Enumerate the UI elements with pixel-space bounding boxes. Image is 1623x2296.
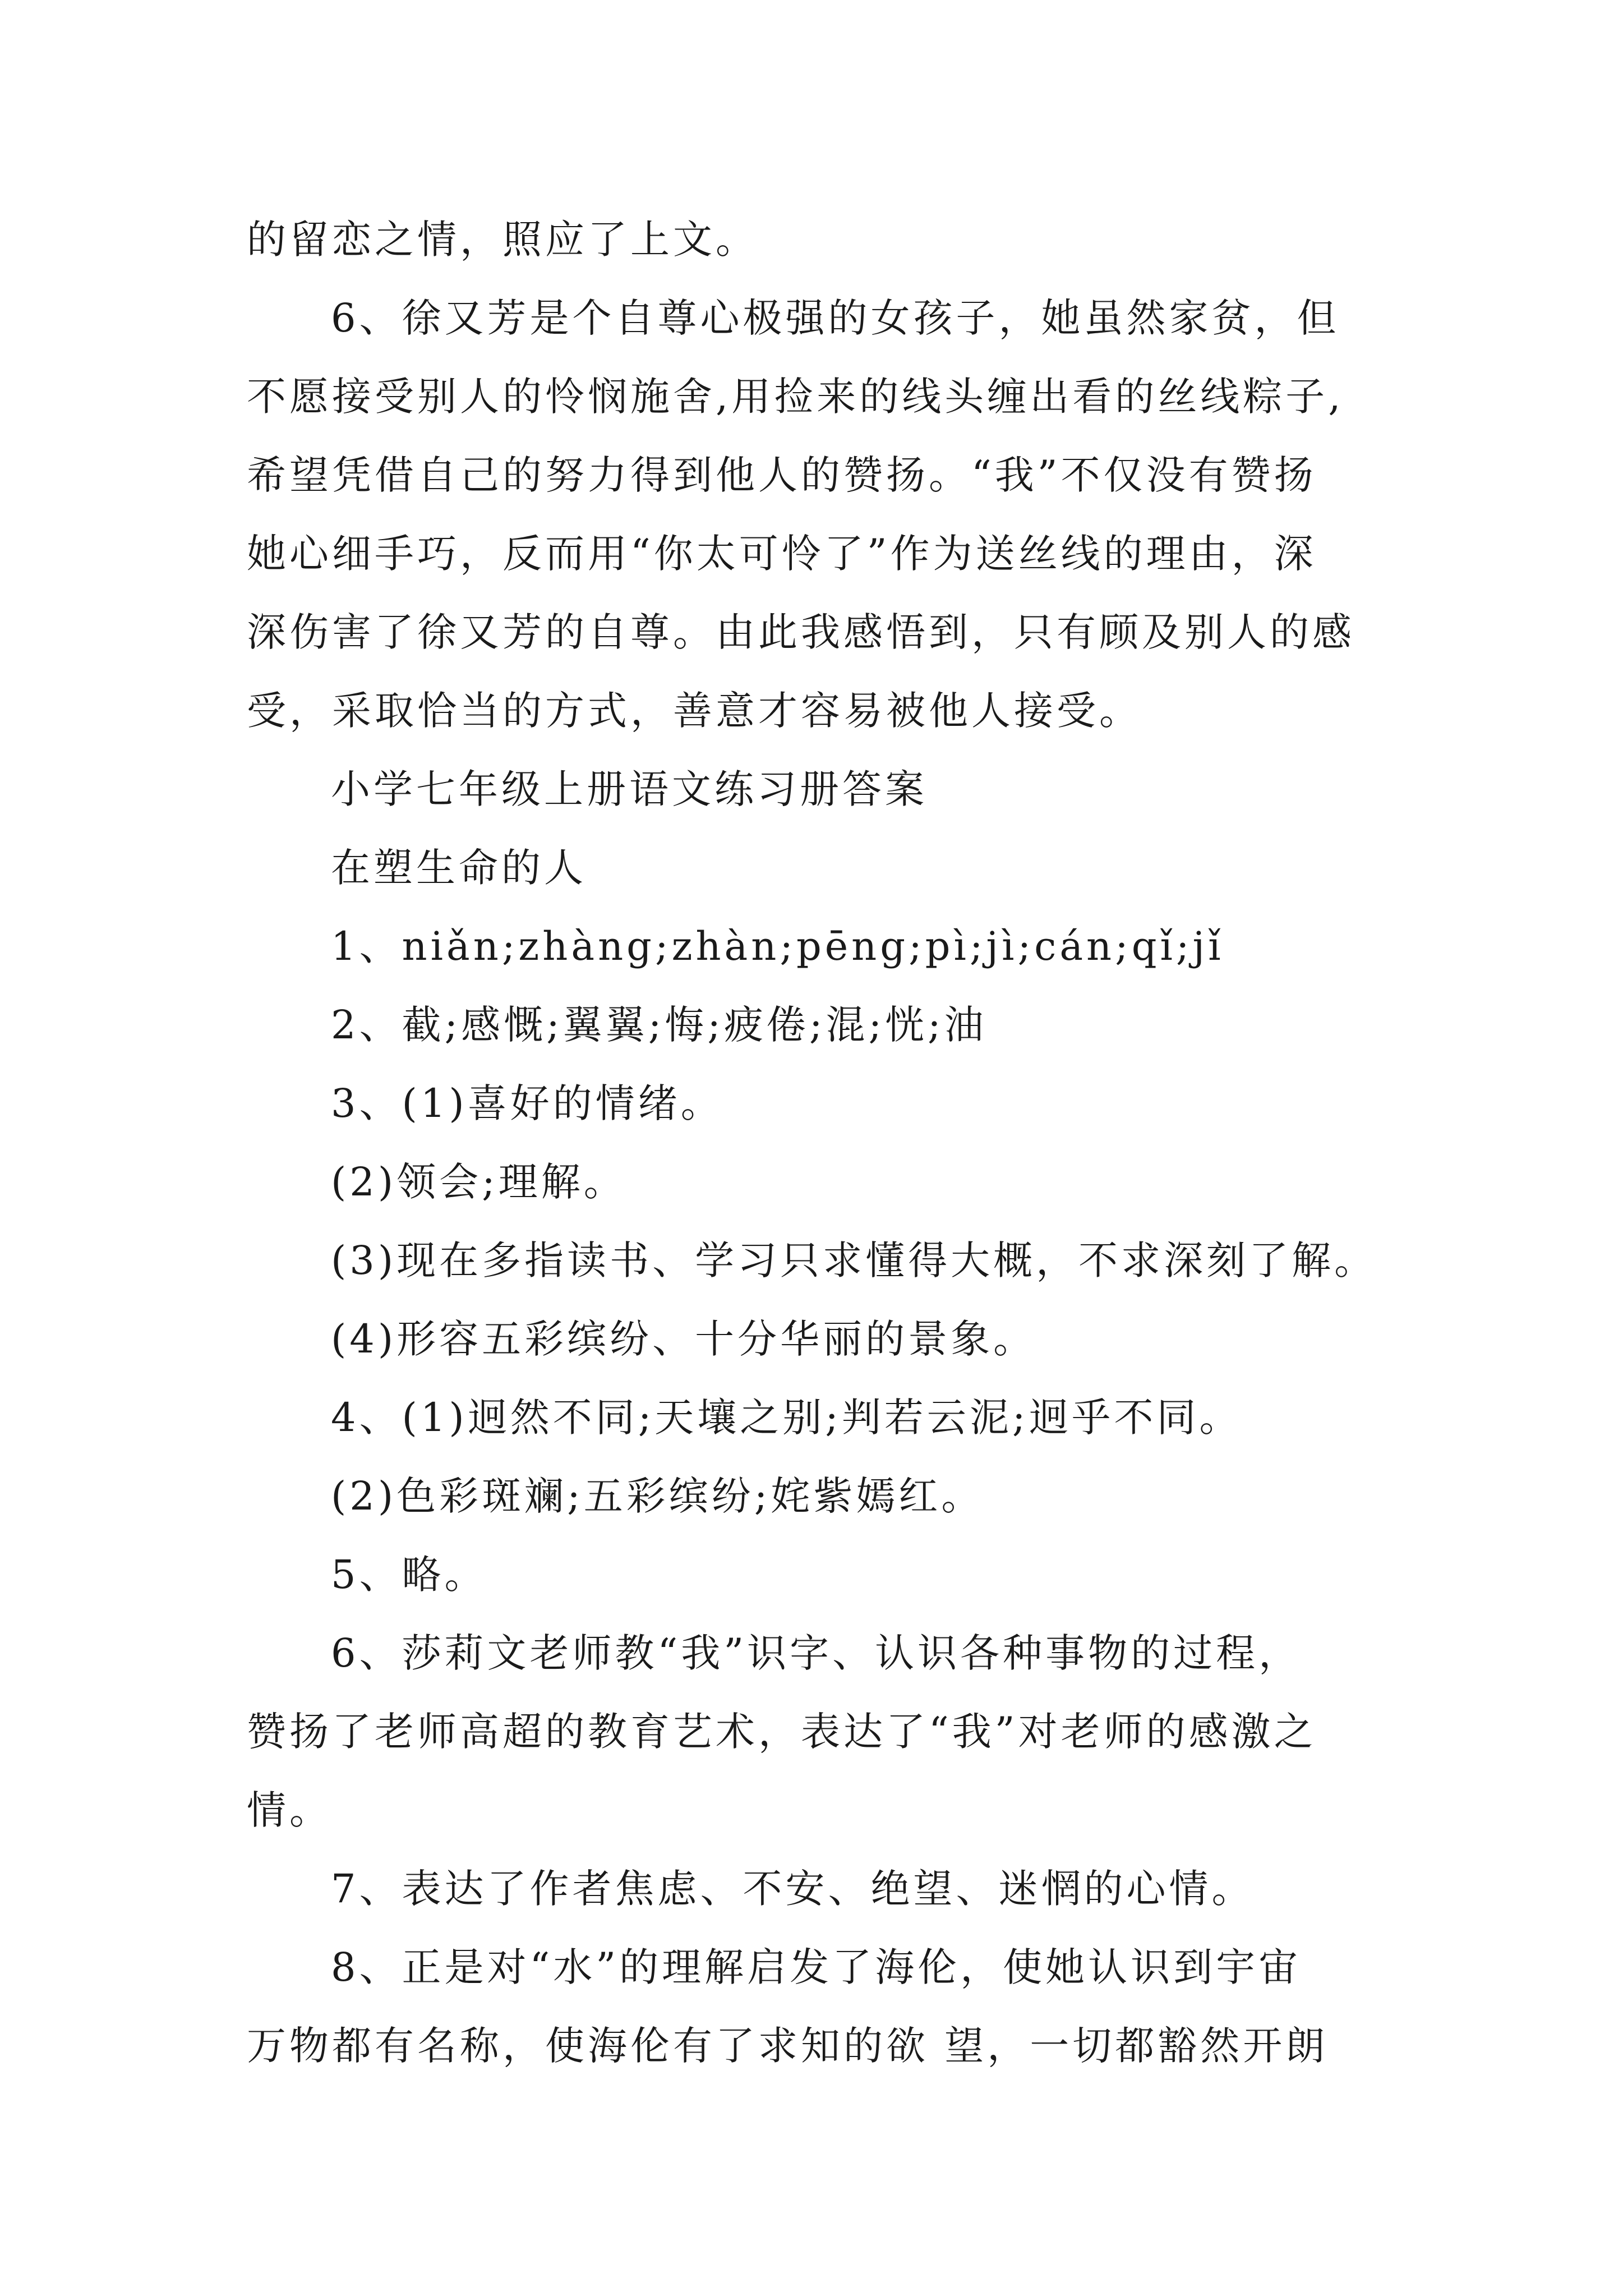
answer-line: 7、表达了作者焦虑、不安、绝望、迷惘的心情。 <box>331 1866 1255 1912</box>
text-line: 希望凭借自己的努力得到他人的赞扬。“我”不仅没有赞扬 <box>247 452 1317 498</box>
text-line: 深伤害了徐又芳的自尊。由此我感悟到，只有顾及别人的感 <box>247 609 1355 655</box>
answer-line: 万物都有名称，使海伦有了求知的欲 望，一切都豁然开朗 <box>247 2023 1329 2069</box>
answer-line: 2、截;感慨;翼翼;悔;疲倦;混;恍;油 <box>331 1002 987 1048</box>
text-line: 6、徐又芳是个自尊心极强的女孩子，她虽然家贫，但 <box>331 295 1340 341</box>
answer-line: 5、略。 <box>331 1552 487 1598</box>
text-line: 受，采取恰当的方式，善意才容易被他人接受。 <box>247 688 1142 734</box>
answer-line: 4、(1)迥然不同;天壤之别;判若云泥;迥乎不同。 <box>331 1395 1242 1441</box>
text-line: 她心细手巧，反而用“你太可怜了”作为送丝线的理由，深 <box>247 531 1317 577</box>
lesson-title: 在塑生命的人 <box>331 845 587 891</box>
answer-line: 赞扬了老师高超的教育艺术，表达了“我”对老师的感激之 <box>247 1709 1317 1755</box>
answer-line: 6、莎莉文老师教“我”识字、认识各种事物的过程， <box>331 1630 1302 1676</box>
answer-line: (4)形容五彩缤纷、十分华丽的景象。 <box>331 1316 1036 1362</box>
answer-line: 1、niǎn;zhàng;zhàn;pēng;pì;jì;cán;qǐ;jǐ <box>331 923 1224 969</box>
text-line: 不愿接受别人的怜悯施舍,用捡来的线头缠出看的丝线粽子, <box>247 374 1344 420</box>
answer-line: (3)现在多指读书、学习只求懂得大概，不求深刻了解。 <box>331 1237 1377 1283</box>
answer-line: 3、(1)喜好的情绪。 <box>331 1080 723 1126</box>
answer-line: 8、正是对“水”的理解启发了海伦，使她认识到宇宙 <box>331 1944 1302 1990</box>
answer-line: (2)领会;理解。 <box>331 1159 626 1205</box>
answer-line: 情。 <box>247 1787 332 1833</box>
answer-line: (2)色彩斑斓;五彩缤纷;姹紫嫣红。 <box>331 1473 984 1519</box>
text-line: 的留恋之情，照应了上文。 <box>247 217 758 263</box>
section-heading: 小学七年级上册语文练习册答案 <box>331 766 928 812</box>
